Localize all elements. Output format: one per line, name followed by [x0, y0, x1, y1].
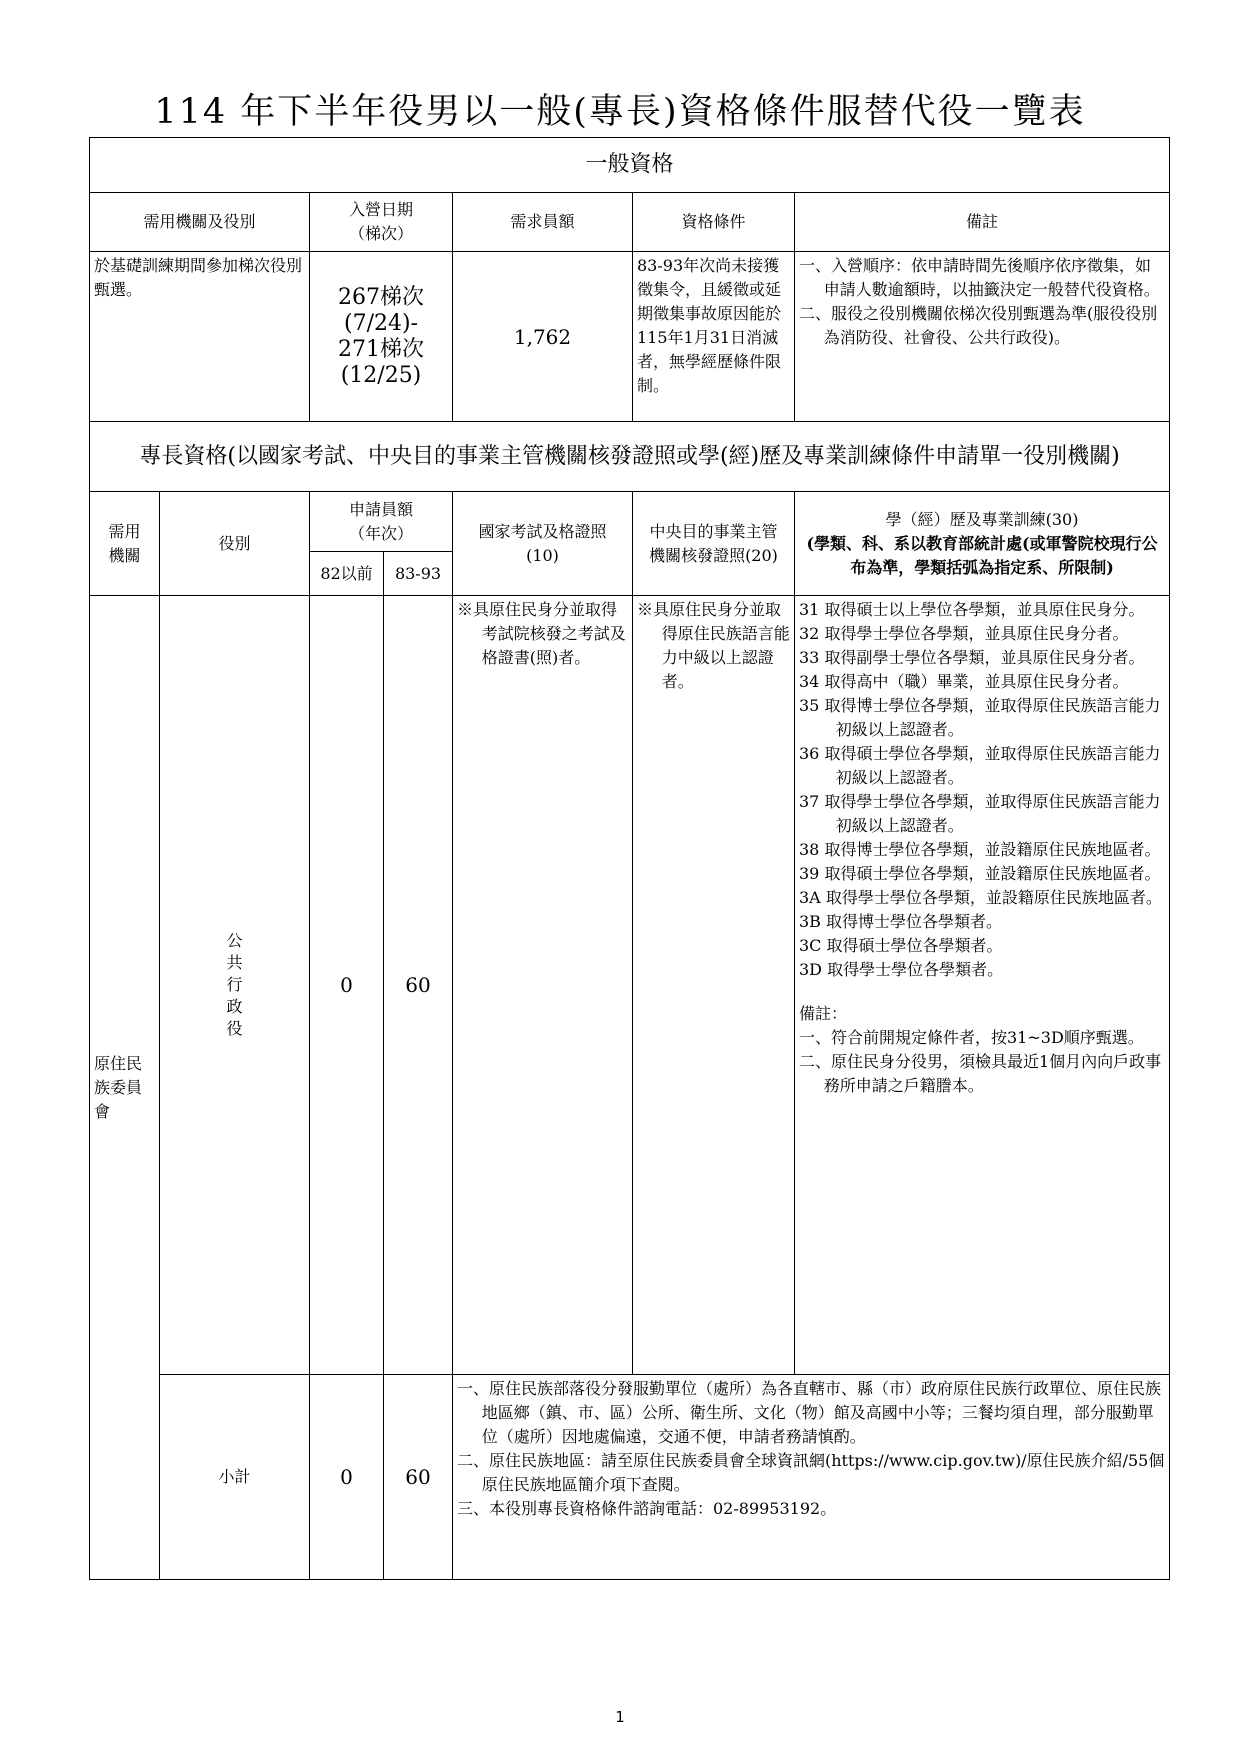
education-item — [799, 622, 1165, 646]
education-item-code: 3D — [799, 960, 823, 979]
general-qualification: 83-93年次尚未接獲徵集令，且緩徵或延期徵集事故原因能於115年1月31日消滅者，無學經歷條件限制。 — [633, 252, 795, 422]
page-title: 114 年下半年役男以一般(專長)資格條件服替代役一覽表 — [154, 92, 1086, 132]
education-item-text: 取得碩士以上學位各學類，並具原住民身分。 — [824, 600, 1145, 619]
header-agency-role: 需用機關及役別 — [90, 193, 310, 252]
specialty-role-label: 公共行政役 — [226, 930, 243, 1038]
header-quota-range: 83-93 — [384, 552, 453, 596]
header-qualification: 資格條件 — [633, 193, 795, 252]
education-item-text: 取得碩士學位各學類，並取得原住民族語言能力初級以上認證者。 — [824, 744, 1161, 787]
education-item-text: 取得學士學位各學類，並取得原住民族語言能力初級以上認證者。 — [824, 792, 1161, 835]
specialty-central — [633, 596, 795, 1375]
education-item-code: 32 — [799, 624, 820, 643]
education-item — [799, 934, 1165, 958]
education-item-text: 取得副學士學位各學類，並具原住民身分者。 — [824, 648, 1145, 667]
specialty-quota-range: 60 — [384, 596, 453, 1375]
education-item-text: 取得博士學位各學類者。 — [826, 912, 1003, 931]
education-item-code: 37 — [799, 792, 820, 811]
qualification-table — [89, 137, 1170, 1580]
header-agency: 需用 機關 — [90, 492, 160, 596]
specialty-agency: 原住民族委員會 — [90, 596, 160, 1580]
education-item — [799, 742, 1165, 790]
specialty-exam-text: ※具原住民身分並取得考試院核發之考試及格證書(照)者。 — [457, 600, 626, 667]
header-central: 中央目的事業主管機關核發證照(20) — [633, 492, 795, 596]
education-item — [799, 598, 1165, 622]
education-remark-item: 二、原住民身分役男，須檢具最近1個月內向戶政事務所申請之戶籍謄本。 — [799, 1052, 1162, 1095]
page-number: 1 — [615, 1708, 625, 1726]
education-item-code: 38 — [799, 840, 820, 859]
specialty-exam — [453, 596, 633, 1375]
education-item — [799, 694, 1165, 742]
education-item-code: 34 — [799, 672, 820, 691]
education-item-text: 取得碩士學位各學類者。 — [826, 936, 1003, 955]
general-agency-role: 於基礎訓練期間參加梯次役別甄選。 — [90, 252, 310, 422]
subtotal-label: 小計 — [160, 1375, 310, 1580]
header-remarks: 備註 — [795, 193, 1170, 252]
subtotal-note-item: 二、原住民族地區：請至原住民族委員會全球資訊網(https://www.cip.gov.tw)/原住民族介紹/55個原住民族地區簡介項下查閱。 — [457, 1451, 1165, 1494]
general-entry-date: 267梯次 (7/24)- 271梯次 (12/25) — [310, 252, 453, 422]
education-item-code: 36 — [799, 744, 820, 763]
education-item-text: 取得學士學位各學類者。 — [827, 960, 1004, 979]
header-entry-date: 入營日期 （梯次） — [310, 193, 453, 252]
education-item — [799, 958, 1165, 982]
education-item — [799, 862, 1165, 886]
education-item-code: 3B — [799, 912, 821, 931]
education-item-code: 35 — [799, 696, 820, 715]
education-item — [799, 790, 1165, 838]
general-section-title: 一般資格 — [90, 138, 1170, 193]
education-item-code: 3C — [799, 936, 822, 955]
education-item-text: 取得學士學位各學類，並設籍原住民族地區者。 — [825, 888, 1162, 907]
header-education — [795, 492, 1170, 596]
education-item-code: 39 — [799, 864, 820, 883]
subtotal-range: 60 — [384, 1375, 453, 1580]
subtotal-note-item: 三、本役別專長資格條件諮詢電話：02-89953192。 — [457, 1499, 837, 1518]
education-item-text: 取得高中（職）畢業，並具原住民身分者。 — [824, 672, 1129, 691]
education-item-text: 取得碩士學位各學類，並設籍原住民族地區者。 — [824, 864, 1161, 883]
header-exam: 國家考試及格證照(10) — [453, 492, 633, 596]
education-item-code: 3A — [799, 888, 821, 907]
education-item — [799, 886, 1165, 910]
education-item-code: 31 — [799, 600, 820, 619]
education-item-text: 取得博士學位各學類，並設籍原住民族地區者。 — [824, 840, 1161, 859]
specialty-central-text: ※具原住民身分並取得原住民族語言能力中級以上認證者。 — [637, 600, 790, 691]
specialty-quota-before: 0 — [310, 596, 384, 1375]
header-education-note: (學類、科、系以教育部統計處(或軍警院校現行公布為準，學類括弧為指定系、所限制) — [806, 533, 1158, 577]
header-education-title: 學（經）歷及專業訓練(30) — [885, 509, 1079, 529]
general-quota: 1,762 — [453, 252, 633, 422]
education-item — [799, 646, 1165, 670]
education-remark-head: 備註： — [799, 1004, 848, 1023]
subtotal-notes — [453, 1375, 1170, 1580]
specialty-section-title: 專長資格(以國家考試、中央目的事業主管機關核發證照或學(經)歷及專業訓練條件申請單一役別機關) — [90, 422, 1170, 492]
subtotal-before: 0 — [310, 1375, 384, 1580]
education-item-text: 取得博士學位各學類，並取得原住民族語言能力初級以上認證者。 — [824, 696, 1161, 739]
subtotal-note-item: 一、原住民族部落役分發服勤單位（處所）為各直轄市、縣（市）政府原住民族行政單位、原住民族地區鄉（鎮、市、區）公所、衛生所、文化（物）館及高國中小等；三餐均須自理，部分服勤單位（處所）因地處偏遠，交通不便，申請者務請慎酌。 — [457, 1379, 1162, 1446]
specialty-education — [795, 596, 1170, 1375]
education-item-text: 取得學士學位各學類，並具原住民身分者。 — [824, 624, 1129, 643]
education-remark-item: 一、符合前開規定條件者，按31~3D順序甄選。 — [799, 1028, 1144, 1047]
header-quota: 需求員額 — [453, 193, 633, 252]
general-remark-item: 二、服役之役別機關依梯次役別甄選為準(服役役別為消防役、社會役、公共行政役)。 — [799, 304, 1158, 347]
education-item — [799, 910, 1165, 934]
education-list — [799, 598, 1165, 982]
education-item — [799, 838, 1165, 862]
education-item-code: 33 — [799, 648, 820, 667]
education-item — [799, 670, 1165, 694]
header-quota-before: 82以前 — [310, 552, 384, 596]
general-remarks — [795, 252, 1170, 422]
general-remark-item: 一、入營順序：依申請時間先後順序依序徵集，如申請人數逾額時，以抽籤決定一般替代役資格。 — [799, 256, 1160, 299]
specialty-role — [160, 596, 310, 1375]
header-role: 役別 — [160, 492, 310, 596]
header-apply-quota: 申請員額 （年次） — [310, 492, 453, 552]
